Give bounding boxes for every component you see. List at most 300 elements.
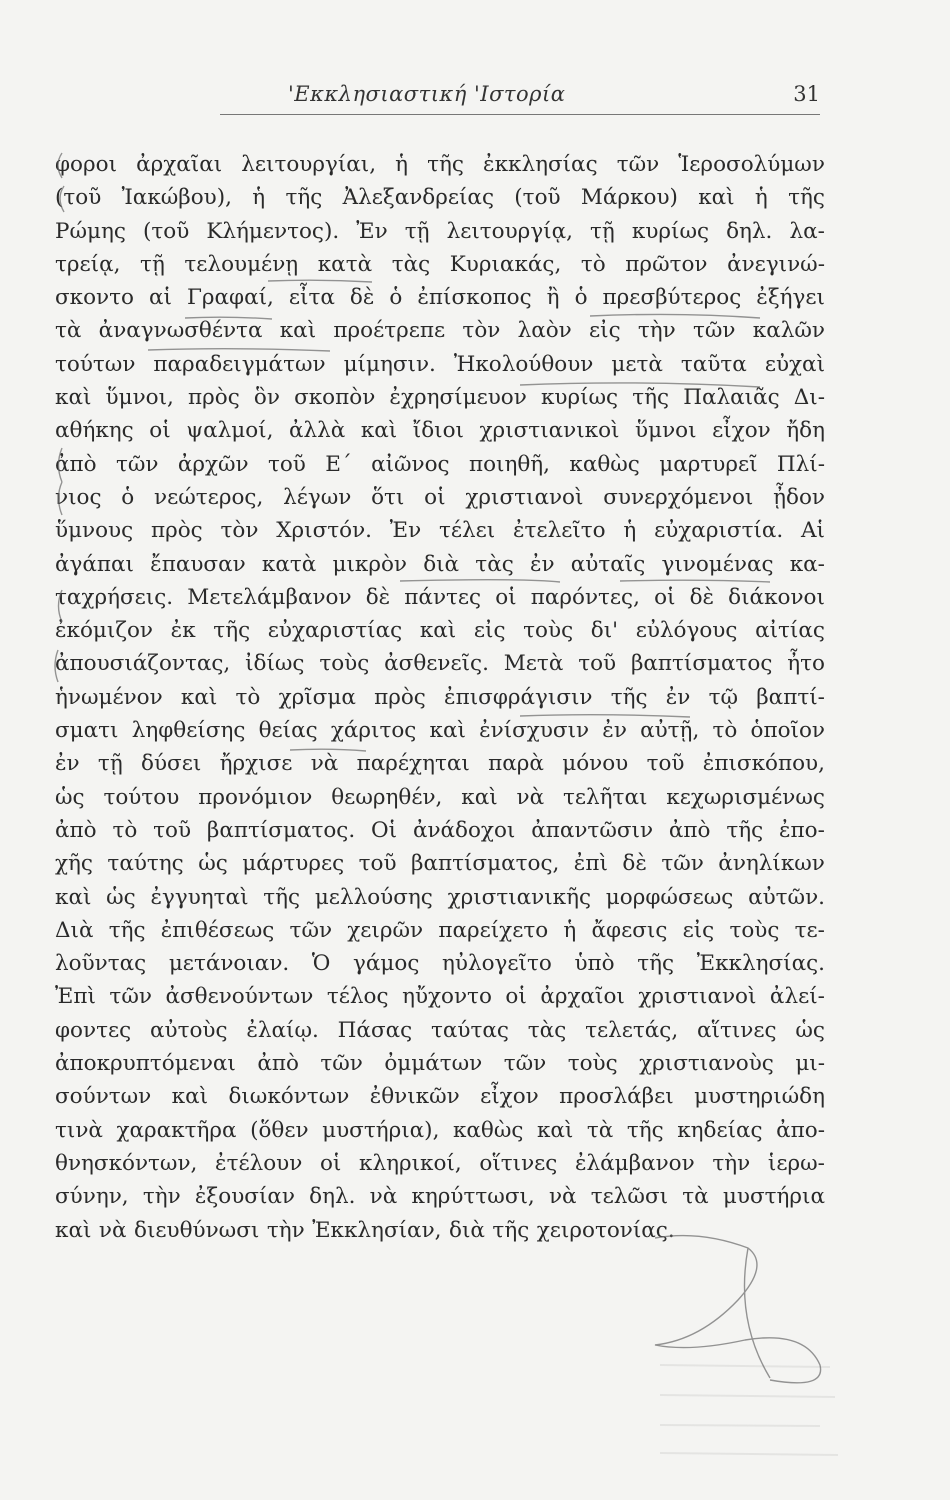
word: τῆς: [626, 1117, 664, 1143]
word: (τοῦ: [142, 218, 190, 244]
word: Χριστόν.: [276, 518, 372, 544]
word: δύσει: [141, 751, 202, 777]
word: Μετελάμβανον: [187, 584, 352, 610]
word: θείας: [258, 718, 318, 744]
word: τῆς: [788, 185, 825, 211]
word: ἡ: [563, 917, 577, 943]
word: ἐν: [529, 551, 555, 577]
word: ἐξουσίαν: [194, 1184, 295, 1210]
word: ἡ: [395, 152, 409, 177]
word: μικρὸν: [332, 551, 407, 577]
word: καὶ: [419, 618, 457, 644]
word: τῶν: [289, 917, 333, 943]
word: τὰ: [586, 1117, 614, 1143]
word: τὸν: [220, 518, 259, 544]
text-line: [55, 847, 825, 880]
word: χειροτονίας.: [536, 1217, 675, 1243]
word: (ὅθεν: [250, 1117, 309, 1143]
word: Ἰακώβου),: [121, 185, 232, 211]
word: μελλούσης: [314, 884, 433, 910]
word: σούντων: [55, 1084, 152, 1110]
text-line: [55, 414, 825, 447]
word: ἐκκλησίας: [483, 152, 598, 177]
word: τὴν: [142, 1184, 181, 1210]
word: προνόμιον: [198, 784, 313, 810]
word: Δι-: [793, 385, 825, 411]
word: φοντες: [55, 1017, 132, 1043]
word: ἀρχαῖοι: [540, 984, 625, 1010]
word: εὐχαριστίας: [267, 618, 403, 644]
word: τοῦ: [578, 651, 617, 677]
word: λοῦντας: [55, 951, 147, 977]
word: τῇ: [590, 218, 615, 244]
word: διὰ: [449, 1217, 485, 1243]
word: Ἐκκλησίας.: [696, 951, 825, 977]
word: προσλάβει: [559, 1084, 674, 1110]
word: βαπτίσματος: [630, 651, 773, 677]
word: οἱ: [424, 484, 446, 510]
word: ὅτι: [371, 484, 405, 510]
word: τῶν: [503, 1051, 547, 1077]
word: ἀπὸ: [55, 451, 97, 477]
text-line: [55, 714, 825, 747]
word: κα-: [789, 551, 825, 577]
text-line: [55, 1180, 825, 1213]
word: ἡνωμένον: [55, 684, 163, 710]
word: ἔπαυσαν: [150, 551, 246, 577]
word: Ὁ: [311, 951, 331, 977]
page-header: [220, 78, 820, 114]
text-line: [55, 448, 825, 481]
word: ταύτας: [431, 1017, 509, 1043]
word: αὐτοὺς: [149, 1017, 228, 1043]
word: βαπτί-: [756, 684, 825, 710]
word: σκοντο: [55, 285, 134, 311]
word: κηρύττωσι,: [411, 1184, 535, 1210]
word: ἐτελεῖτο: [513, 518, 606, 544]
word: ἀπαντῶσιν: [531, 817, 654, 843]
word: κατὰ: [261, 551, 317, 577]
word: Ἱεροσολύμων: [678, 152, 825, 177]
word: δηλ.: [309, 1184, 356, 1210]
word: Ε΄: [325, 451, 352, 477]
word: διωκόντων: [228, 1084, 350, 1110]
word: ὡς: [198, 851, 228, 877]
word: ἐπο-: [778, 817, 825, 843]
word: ἀσθενεῖς.: [384, 651, 489, 677]
text-line: [55, 281, 825, 314]
word: τὸ: [580, 251, 606, 277]
word: τὰ: [682, 1184, 709, 1210]
word: μετάνοιαν.: [168, 951, 290, 977]
word: ἐχρησίμευον: [389, 385, 527, 411]
word: Παλαιᾶς: [683, 385, 780, 411]
word: ὁ: [574, 285, 588, 311]
word: τινὰ: [55, 1117, 103, 1143]
word: Οἱ: [371, 817, 398, 843]
word: ταῦτα: [680, 351, 747, 377]
text-line: [55, 1114, 825, 1147]
word: Ἐν: [389, 518, 422, 544]
word: ἀναγνωσθέντα: [98, 318, 263, 344]
text-line: [55, 1080, 825, 1113]
word: τὴν: [266, 1217, 305, 1243]
word: χριστιανοὶ: [465, 484, 584, 510]
word: κεχωρισμένως: [666, 784, 825, 810]
word: τῆς: [285, 185, 323, 211]
text-line: [55, 381, 825, 414]
word: ἐθνικῶν: [369, 1084, 460, 1110]
text-line: [55, 181, 825, 214]
word: χάριτος: [330, 718, 417, 744]
word: ποιηθῆ,: [468, 451, 551, 477]
word: ἐγγυηταὶ: [150, 884, 249, 910]
word: ἐν: [55, 751, 80, 777]
word: ἀνάδοχοι: [412, 817, 516, 843]
word: τῆς: [263, 884, 301, 910]
word: νὰ: [548, 1184, 577, 1210]
text-line: [55, 148, 825, 181]
word: δι': [590, 618, 619, 644]
word: οἵτινες: [479, 1150, 558, 1176]
word: ἴδιοι: [412, 418, 464, 444]
word: μι-: [795, 1051, 825, 1077]
word: βαπτίσματος,: [411, 851, 560, 877]
word: ἀσθενούντων: [165, 984, 314, 1010]
word: ἀρχῶν: [177, 451, 249, 477]
word: μαρτυρεῖ: [659, 451, 758, 477]
word: σματι: [55, 718, 119, 744]
word: εὐλόγους: [635, 618, 738, 644]
word: Ἐκκλησίαν,: [312, 1217, 442, 1243]
word: σύνην,: [55, 1184, 129, 1210]
word: ἤδη: [786, 418, 825, 444]
word: θνησκόντων,: [55, 1150, 198, 1176]
word: τὰς: [527, 1017, 567, 1043]
word: τὸν: [462, 318, 501, 344]
word: Ἀλεξανδρείας: [342, 185, 494, 211]
word: παρείχετο: [438, 917, 549, 943]
word: ἀποκρυπτόμεναι: [55, 1051, 236, 1077]
word: Διὰ: [55, 917, 94, 943]
word: ὕμνοι: [635, 418, 697, 444]
word: ἐκ: [170, 618, 196, 644]
word: ὑπὸ: [574, 951, 615, 977]
word: ἐλάμβανον: [575, 1150, 695, 1176]
word: Κλήμεντος).: [206, 218, 340, 244]
word: τῆς: [213, 618, 251, 644]
word: τέλει: [438, 518, 496, 544]
word: τοῦ: [358, 851, 397, 877]
word: οἱ: [149, 418, 171, 444]
word: ψαλμοί,: [186, 418, 274, 444]
word: χριστιανοὺς: [639, 1051, 774, 1077]
word: πάντες: [404, 584, 482, 610]
body-text: [55, 148, 825, 1247]
word: γάμος: [353, 951, 420, 977]
text-line: [55, 914, 825, 947]
word: μάρτυρες: [242, 851, 345, 877]
word: ὁ: [121, 484, 135, 510]
word: ἄφεσις: [591, 917, 668, 943]
word: τὴν: [637, 318, 676, 344]
word: μυστήρια: [722, 1184, 825, 1210]
word: ἐλαίῳ.: [246, 1017, 319, 1043]
word: μετὰ: [611, 351, 663, 377]
word: ὡς: [106, 884, 136, 910]
word: τῶν: [661, 851, 704, 877]
text-line: [55, 647, 825, 680]
word: Κυριακάς,: [449, 251, 562, 277]
word: ἀπὸ: [668, 817, 711, 843]
word: τοὺς: [567, 1051, 618, 1077]
word: χῆς: [55, 851, 93, 877]
word: τοῦ: [646, 751, 685, 777]
word: τῇ: [140, 251, 165, 277]
word: μίμησιν.: [343, 351, 436, 377]
word: (τοῦ: [514, 185, 561, 211]
word: ἀπο-: [776, 1117, 825, 1143]
word: τούτων: [55, 351, 136, 377]
text-line: [55, 314, 825, 347]
word: ἀπουσιάζοντας,: [55, 651, 231, 677]
word: δὲ: [622, 851, 647, 877]
word: (τοῦ: [55, 185, 102, 211]
word: κυρίως: [540, 385, 619, 411]
word: νὰ: [369, 1184, 398, 1210]
word: καὶ: [55, 884, 92, 910]
word: ταχρήσεις.: [55, 584, 174, 610]
word: καὶ: [536, 1117, 574, 1143]
word: τοῦ: [267, 451, 306, 477]
word: κατὰ: [317, 251, 373, 277]
word: ἐξήγει: [756, 285, 825, 311]
word: ὁποῖον: [750, 718, 825, 744]
word: ἀγάπαι: [55, 551, 134, 577]
word: διὰ: [423, 551, 460, 577]
word: Ρώμης: [55, 218, 126, 244]
word: εἰς: [589, 318, 621, 344]
text-line: [55, 814, 825, 847]
text-line: [55, 980, 825, 1013]
word: αἰτίας: [755, 618, 825, 644]
word: τῆς: [492, 1217, 530, 1243]
word: γινομένας: [661, 551, 774, 577]
word: πρῶτον: [625, 251, 708, 277]
header-rule: [220, 114, 820, 115]
word: λαὸν: [517, 318, 572, 344]
word: τὰς: [475, 551, 514, 577]
word: σκοπὸν: [294, 385, 376, 411]
word: αὐτῶν.: [748, 884, 825, 910]
text-line: [55, 747, 825, 780]
word: παρόντες,: [530, 584, 640, 610]
word: κληρικοί,: [359, 1150, 462, 1176]
word: ἐν: [602, 718, 627, 744]
word: τὸ: [112, 817, 138, 843]
word: καὶ: [429, 718, 466, 744]
text-line: [55, 947, 825, 980]
text-line: [55, 348, 825, 381]
word: Πλί-: [776, 451, 825, 477]
word: τῶν: [693, 318, 736, 344]
word: ὕμνοι,: [105, 385, 174, 411]
word: τὸ: [712, 718, 738, 744]
word: ηὔχοντο: [402, 984, 492, 1010]
word: εὐχαριστία.: [654, 518, 784, 544]
word: λειτουργίαι,: [241, 152, 377, 177]
word: εὐχαὶ: [764, 351, 825, 377]
word: ἀνηλίκων: [718, 851, 825, 877]
word: φοροι: [55, 152, 118, 177]
word: τῆς: [637, 951, 675, 977]
word: καὶ: [698, 185, 735, 211]
word: χρῖσμα: [278, 684, 356, 710]
word: διάκονοι: [728, 584, 825, 610]
word: ἐπισφράγισιν: [444, 684, 593, 710]
word: ἐτέλουν: [215, 1150, 303, 1176]
word: ληφθείσης: [131, 718, 246, 744]
word: τε-: [794, 917, 825, 943]
word: ταύτης: [107, 851, 184, 877]
word: δὲ: [365, 584, 391, 610]
word: ᾖδον: [773, 484, 825, 510]
word: ἢ: [546, 285, 560, 311]
word: οἱ: [654, 584, 676, 610]
word: τῶν: [115, 451, 159, 477]
word: τῆς: [610, 684, 648, 710]
word: νὰ: [310, 751, 339, 777]
word: Ἐν: [356, 218, 388, 244]
word: τελῆται: [563, 784, 648, 810]
word: λειτουργίᾳ,: [446, 218, 573, 244]
word: τῇ: [404, 218, 430, 244]
running-title: 'Εκκλησιαστική 'Ιστορία: [288, 82, 566, 106]
word: κυρίως: [631, 218, 710, 244]
text-line: [55, 581, 825, 614]
word: καὶ: [180, 684, 218, 710]
text-line: [55, 614, 825, 647]
word: Ἐπὶ: [55, 984, 96, 1010]
text-line: [55, 215, 825, 248]
word: πρὸς: [150, 518, 203, 544]
word: εἶχον: [480, 1084, 539, 1110]
word: τοῦ: [153, 817, 192, 843]
word: δὲ: [689, 584, 715, 610]
word: δηλ.: [726, 218, 773, 244]
word: πρεσβύτερος: [602, 285, 742, 311]
word: ἀρχαῖαι: [136, 152, 223, 177]
word: ὃν: [253, 385, 280, 411]
word: τῷ: [708, 684, 739, 710]
word: ὕμνους: [55, 518, 134, 544]
word: χειρῶν: [347, 917, 424, 943]
word: καὶ: [279, 318, 317, 344]
word: τελουμένῃ: [184, 251, 299, 277]
word: ἐπίσκοπος: [417, 285, 532, 311]
word: χριστιανοὶ: [638, 984, 757, 1010]
word: τῆς: [108, 917, 146, 943]
text-line: [55, 1047, 825, 1080]
word: ἐν: [665, 684, 691, 710]
word: εἰς: [473, 618, 506, 644]
word: αὐτῇ,: [640, 718, 700, 744]
word: τὴν: [712, 1150, 751, 1176]
word: χριστιανικοὶ: [479, 418, 620, 444]
word: ἐπισκόπου,: [702, 751, 825, 777]
bleed-through-text: [660, 1345, 840, 1465]
word: Γραφαί,: [186, 285, 274, 311]
word: τοὺς: [523, 618, 574, 644]
word: ἐπιθέσεως: [160, 917, 275, 943]
word: Μάρκου): [580, 185, 678, 211]
word: ἡ: [754, 185, 768, 211]
word: ἀπὸ: [55, 817, 97, 843]
word: νεώτερος,: [154, 484, 264, 510]
word: τῶν: [109, 984, 152, 1010]
word: τελετάς,: [585, 1017, 679, 1043]
word: ἐνίσχυσιν: [479, 718, 590, 744]
word: καλῶν: [752, 318, 825, 344]
word: ἐπὶ: [573, 851, 608, 877]
word: οἱ: [505, 984, 527, 1010]
word: αὐταῖς: [570, 551, 646, 577]
word: εἶτα: [288, 285, 335, 311]
word: προέτρεπε: [333, 318, 446, 344]
word: μυστηριώδη: [694, 1084, 825, 1110]
word: νιος: [55, 484, 102, 510]
word: ἀλλὰ: [288, 418, 346, 444]
word: θεωρηθέν,: [331, 784, 443, 810]
word: αἵτινες: [697, 1017, 777, 1043]
word: παρὰ: [488, 751, 544, 777]
word: λέγων: [283, 484, 352, 510]
word: τῶν: [320, 1051, 363, 1077]
text-line: [55, 881, 825, 914]
text-line: [55, 548, 825, 581]
word: αθήκης: [55, 418, 134, 444]
word: ἀπὸ: [257, 1051, 299, 1077]
word: τὰς: [391, 251, 431, 277]
text-line: [55, 481, 825, 514]
word: λα-: [789, 218, 825, 244]
word: καθὼς: [569, 451, 640, 477]
word: οἱ: [319, 1150, 342, 1176]
word: ἐκόμιζον: [55, 618, 153, 644]
word: μυστήρια),: [322, 1117, 440, 1143]
word: τοὺς: [729, 917, 780, 943]
word: ἰδίως: [245, 651, 305, 677]
word: Μετὰ: [503, 651, 564, 677]
word: συνερχόμενοι: [603, 484, 754, 510]
word: τῶν: [616, 152, 660, 177]
text-line: [55, 781, 825, 814]
text-line: [55, 1147, 825, 1180]
word: χριστιανικῆς: [447, 884, 592, 910]
word: παραδειγμάτων: [153, 351, 326, 377]
word: οἱ: [495, 584, 517, 610]
word: τῆς: [427, 152, 464, 177]
word: ἤρχισε: [219, 751, 293, 777]
word: νὰ: [98, 1217, 127, 1243]
word: Ἠκολούθουν: [453, 351, 594, 377]
word: δὲ: [349, 285, 375, 311]
word: τὸ: [235, 684, 261, 710]
word: Πάσας: [337, 1017, 413, 1043]
word: τῇ: [97, 751, 123, 777]
word: εἶχον: [712, 418, 771, 444]
word: καὶ: [461, 784, 498, 810]
